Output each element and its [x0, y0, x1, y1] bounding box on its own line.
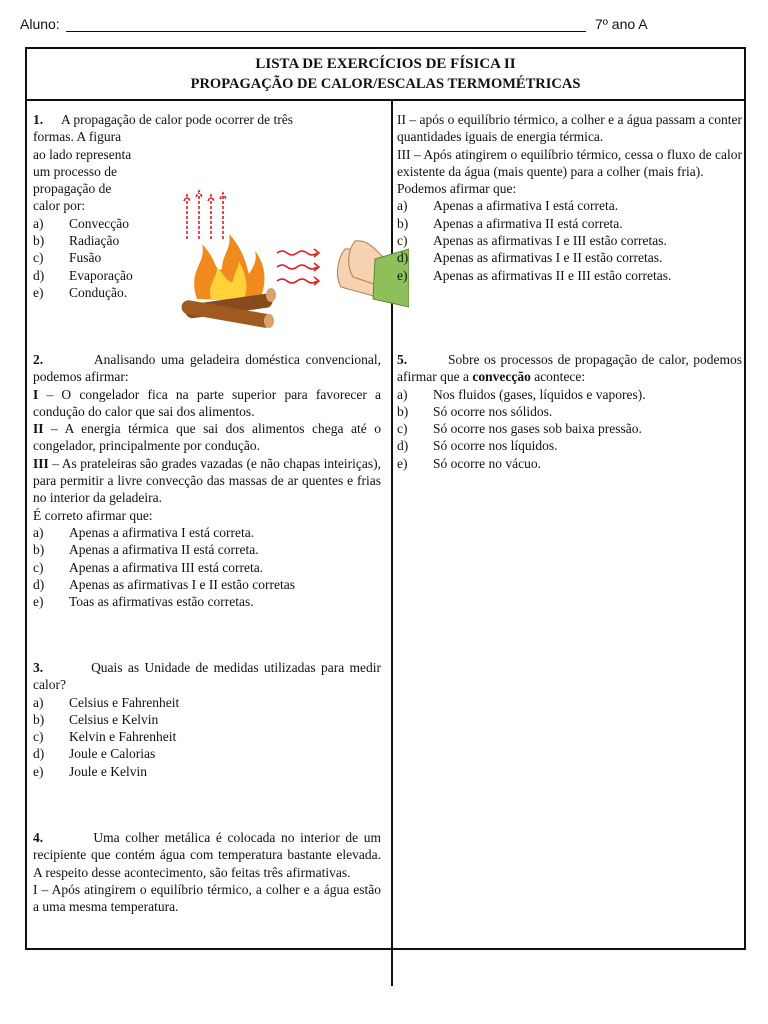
q5-number: 5. [397, 352, 408, 367]
q2-statement-3: – As prateleiras são grades vazadas (e não chapas inteiriças), para permitir a livre convecção das massas de ar quentes e frias no interior da geladeira. [33, 455, 381, 506]
q1-number: 1. [33, 112, 44, 127]
q2-statement-1: – O congelador fica na parte superior para favorecer a condução do calor que sai dos alimentos. [33, 386, 381, 419]
student-header [20, 16, 760, 36]
question-2: 2. Analisando uma geladeira doméstica convencional, podemos afirmar: I – O congelador fica na parte superior para favorecer a condução do calor que sai dos alimentos. II – A energia térmica que sai dos alimentos chega até o congelador, principalmente por condução. III – As prateleiras são grades vazadas (e não chapas inteiriças), para permitir a livre convecção das massas de ar quentes e frias no interior da geladeira. É correto afirmar que: a) Apenas a afirmativa I está correta. b) Apenas a afirmativa II está correta. c) Apenas a afirmativa III está correta. d) Apenas as afirmativas I e II estão corretas e) Toas as afirmativas estão corretas. [33, 352, 381, 610]
class-label: 7º ano A [595, 16, 648, 32]
title-line-1: LISTA DE EXERCÍCIOS DE FÍSICA II [255, 56, 516, 72]
question-3 [33, 659, 381, 780]
q2-option-b[interactable]: b) Apenas a afirmativa II está correta. [33, 542, 259, 558]
fire-icon [194, 234, 264, 301]
q4-prompt: Podemos afirmar que: [397, 181, 517, 197]
q2-prompt: É correto afirmar que: [33, 507, 153, 523]
q5-intro: Sobre os processos de propagação de calor, podemos afirmar que a [397, 352, 743, 385]
q2-number: 2. [33, 352, 44, 367]
q1-line: calor por: [33, 198, 86, 214]
q2-option-e[interactable]: e) Toas as afirmativas estão corretas. [33, 594, 254, 610]
question-4-continued [397, 111, 742, 284]
q2-option-c[interactable]: c) Apenas a afirmativa III está correta. [33, 559, 264, 575]
q4-intro: Uma colher metálica é colocada no interior de um recipiente que contém água com temperatura bastante elevada. A respeito desse acontecimento, são feitas três afirmativas. [33, 830, 382, 880]
q1-option-a[interactable]: a) Convecção [33, 215, 129, 231]
q1-first-line: A propagação de calor pode ocorrer de três [61, 112, 294, 127]
q1-line: propagação de [33, 181, 112, 197]
radiation-waves [277, 249, 319, 285]
q4-option-a[interactable]: a) Apenas a afirmativa I está correta. [397, 198, 619, 214]
worksheet-frame [25, 47, 746, 950]
q2-statement-2: – A energia térmica que sai dos alimentos chega até o congelador, principalmente por condução. [33, 421, 381, 454]
q3-option-e[interactable]: e) Joule e Kelvin [33, 763, 147, 779]
q4-option-e[interactable]: e) Apenas as afirmativas II e III estão corretas. [397, 267, 672, 283]
q1-option-d[interactable]: d) Evaporação [33, 267, 133, 283]
q5-option-c[interactable]: c) Só ocorre nos gases sob baixa pressão. [397, 421, 642, 437]
q1-option-e[interactable]: e) Condução. [33, 284, 128, 300]
q3-option-a[interactable]: a) Celsius e Fahrenheit [33, 694, 180, 710]
question-4 [33, 829, 381, 915]
q5-option-e[interactable]: e) Só ocorre no vácuo. [397, 455, 541, 471]
q4-option-b[interactable]: b) Apenas a afirmativa II está correta. [397, 215, 623, 231]
q4-option-d[interactable]: d) Apenas as afirmativas I e II estão corretas. [397, 250, 663, 266]
q1-line: formas. A figura [33, 129, 122, 145]
q4-number: 4. [33, 830, 44, 845]
q3-option-c[interactable]: c) Kelvin e Fahrenheit [33, 729, 177, 745]
aluno-name-line[interactable] [66, 31, 586, 32]
convection-arrows [184, 191, 226, 239]
q2-option-a[interactable]: a) Apenas a afirmativa I está correta. [33, 524, 255, 540]
q3-option-d[interactable]: d) Joule e Calorias [33, 746, 156, 762]
worksheet-title [27, 49, 744, 101]
q3-intro: Quais as Unidade de medidas utilizadas para medir calor? [33, 660, 381, 693]
q4-statement-2: II – após o equilíbrio térmico, a colher e a água passam a conter quantidades iguais de energia térmica. [397, 112, 742, 145]
q1-option-b[interactable]: b) Radiação [33, 233, 120, 249]
aluno-label: Aluno: [20, 16, 60, 32]
q5-option-a[interactable]: a) Nos fluidos (gases, líquidos e vapores). [397, 386, 646, 402]
q1-option-c[interactable]: c) Fusão [33, 250, 102, 266]
question-5: 5. Sobre os processos de propagação de calor, podemos afirmar que a convecção acontece: a) Nos fluidos (gases, líquidos e vapores). b) Só ocorre nos sólidos. c) Só ocorre nos gases sob baixa pressão. d) Só ocorre nos líquidos. e) Só ocorre no vácuo. [397, 352, 743, 471]
q4-option-c[interactable]: c) Apenas as afirmativas I e III estão corretas. [397, 233, 667, 249]
fire-hands-radiation-illustration [177, 189, 409, 339]
q3-number: 3. [33, 660, 44, 675]
q1-line: ao lado representa [33, 146, 132, 162]
q5-keyword: convecção [472, 369, 531, 385]
title-line-2: PROPAGAÇÃO DE CALOR/ESCALAS TERMOMÉTRICAS [190, 76, 581, 92]
q1-line: um processo de [33, 163, 117, 179]
q3-option-b[interactable]: b) Celsius e Kelvin [33, 711, 159, 727]
q4-statement-3: III – Após atingirem o equilíbrio térmico, cessa o fluxo de calor existente da água (mais quente) para a colher (mais fria). [397, 146, 742, 179]
q4-statement-1: I – Após atingirem o equilíbrio térmico, a colher e a água estão a uma mesma temperatura. [33, 881, 381, 915]
q2-option-d[interactable]: d) Apenas as afirmativas I e II estão corretas [33, 576, 296, 592]
q2-intro: Analisando uma geladeira doméstica convencional, podemos afirmar: [33, 352, 381, 385]
q5-option-d[interactable]: d) Só ocorre nos líquidos. [397, 438, 558, 454]
q5-option-b[interactable]: b) Só ocorre nos sólidos. [397, 403, 553, 419]
